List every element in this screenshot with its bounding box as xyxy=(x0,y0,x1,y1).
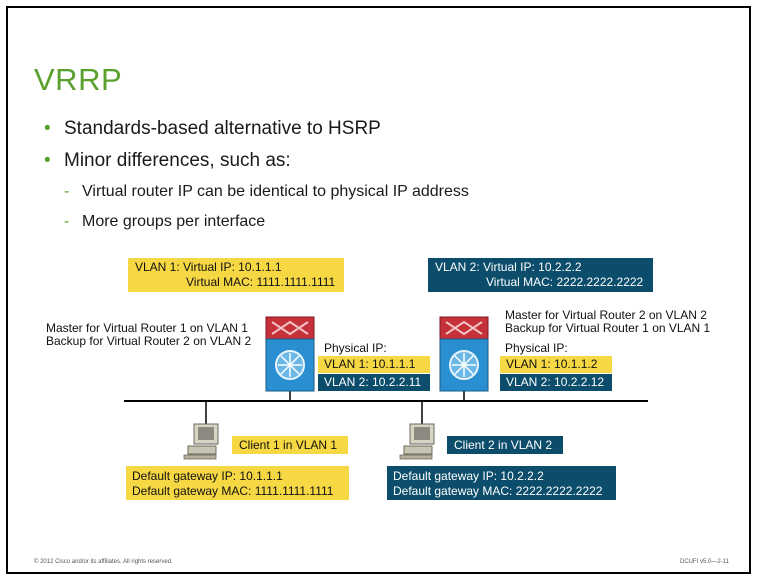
sub-bullet-text: Virtual router IP can be identical to physical IP address xyxy=(82,183,469,200)
router2-vlan1-ip: VLAN 1: 10.1.1.2 xyxy=(506,357,598,371)
client1-gateway-box xyxy=(126,466,349,500)
client1-label-box xyxy=(232,436,348,454)
router1-vlan1-ip: VLAN 1: 10.1.1.1 xyxy=(324,357,416,371)
router2-physical-ip-label: Physical IP: xyxy=(505,341,568,355)
vlan2-virtual-box xyxy=(428,258,653,292)
router1-vlan2-ip: VLAN 2: 10.2.2.11 xyxy=(324,375,422,389)
router2-vlan2-ip-box xyxy=(500,374,612,391)
sub-bullet-text: More groups per interface xyxy=(82,213,266,230)
client2-label-box xyxy=(447,436,563,454)
client1-gateway-mac: Default gateway MAC: 1111.1111.1111 xyxy=(132,484,334,498)
router1-vlan2-ip-box xyxy=(318,374,430,391)
bullet-text: Minor differences, such as: xyxy=(64,150,291,171)
dash-icon: - xyxy=(64,213,70,230)
router2-vlan1-ip-box xyxy=(500,356,612,373)
footer-copyright: © 2012 Cisco and/or its affiliates. All rights reserved. xyxy=(34,559,173,565)
router2-role-backup: Backup for Virtual Router 1 on VLAN 1 xyxy=(505,321,711,335)
client2-gateway-box xyxy=(387,466,616,500)
router1-icon xyxy=(266,317,314,391)
bullet-dot-icon: • xyxy=(44,118,51,139)
router1-role-master: Master for Virtual Router 1 on VLAN 1 xyxy=(46,321,248,335)
dash-icon: - xyxy=(64,183,70,200)
router2-vlan2-ip: VLAN 2: 10.2.2.12 xyxy=(506,375,605,389)
client1-label: Client 1 in VLAN 1 xyxy=(239,438,338,452)
client2-pc-icon xyxy=(400,424,434,459)
client1-pc-icon xyxy=(184,424,218,459)
client2-gateway-ip: Default gateway IP: 10.2.2.2 xyxy=(393,469,544,483)
router1-physical-ip-label: Physical IP: xyxy=(324,341,387,355)
slide-title: VRRP xyxy=(34,62,123,97)
router1-vlan1-ip-box xyxy=(318,356,430,373)
vlan2-virtual-mac: Virtual MAC: 2222.2222.2222 xyxy=(486,275,644,289)
client2-gateway-mac: Default gateway MAC: 2222.2222.2222 xyxy=(393,484,603,498)
bullet-text: Standards-based alternative to HSRP xyxy=(64,118,381,139)
router1-role-backup: Backup for Virtual Router 2 on VLAN 2 xyxy=(46,334,252,348)
router2-role-master: Master for Virtual Router 2 on VLAN 2 xyxy=(505,308,707,322)
vlan1-virtual-mac: Virtual MAC: 1111.1111.1111 xyxy=(186,275,336,289)
vlan1-virtual-box xyxy=(128,258,344,292)
client1-gateway-ip: Default gateway IP: 10.1.1.1 xyxy=(132,469,283,483)
client2-label: Client 2 in VLAN 2 xyxy=(454,438,553,452)
vlan1-virtual-ip: VLAN 1: Virtual IP: 10.1.1.1 xyxy=(135,260,282,274)
footer-course-id: DCUFI v5.0—2-11 xyxy=(680,559,729,565)
bullet-dot-icon: • xyxy=(44,150,51,171)
router2-icon xyxy=(440,317,488,391)
vlan2-virtual-ip: VLAN 2: Virtual IP: 10.2.2.2 xyxy=(435,260,582,274)
